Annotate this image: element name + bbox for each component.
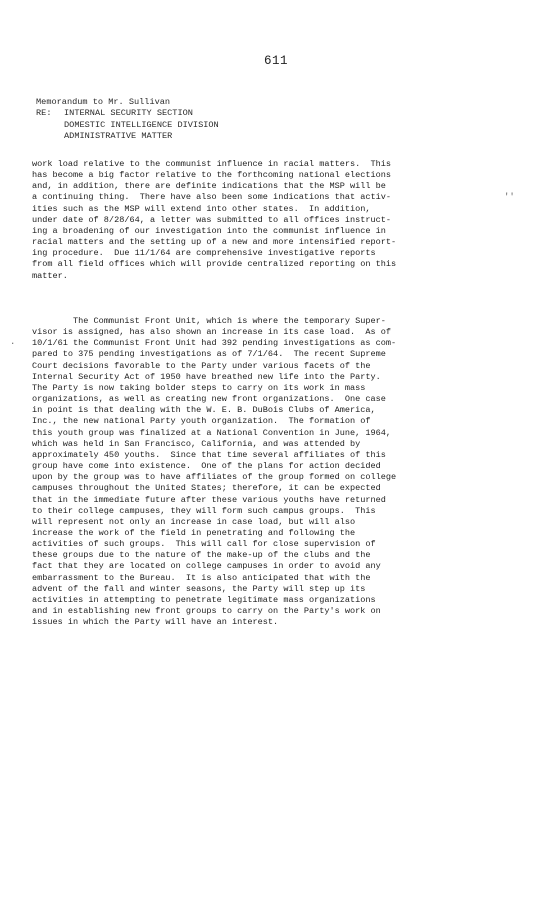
text-line: matter. bbox=[32, 270, 68, 281]
text-line: Internal Security Act of 1950 have breathed new life into the Party. bbox=[32, 371, 381, 382]
text-line: which was held in San Francisco, California, and was attended by bbox=[32, 438, 361, 449]
memo-re-label: RE: bbox=[36, 108, 52, 119]
paragraph-communist-front-unit bbox=[32, 316, 462, 628]
text-line: embarrassment to the Bureau. It is also anticipated that with the bbox=[32, 572, 371, 583]
text-line: under date of 8/28/64, a letter was submitted to all offices instruct- bbox=[32, 214, 392, 225]
text-line: in point is that dealing with the W. E. B. DuBois Clubs of America, bbox=[32, 405, 376, 416]
memo-subject-line: DOMESTIC INTELLIGENCE DIVISION bbox=[64, 119, 219, 130]
text-line: 10/1/61 the Communist Front Unit had 392 pending investigations as com- bbox=[32, 338, 397, 349]
text-line: activities in attempting to penetrate legitimate mass organizations bbox=[32, 594, 376, 605]
text-line: ing a broadening of our investigation into the communist influence in bbox=[32, 225, 386, 236]
text-line: and, in addition, there are definite indications that the MSP will be bbox=[32, 181, 386, 192]
text-line: racial matters and the setting up of a new and more intensified report- bbox=[32, 237, 397, 248]
text-line: from all field offices which will provide centralized reporting on this bbox=[32, 259, 397, 270]
text-line: increase the work of the field in penetrating and following the bbox=[32, 527, 356, 538]
memo-re-line bbox=[36, 108, 219, 119]
page-number: 611 bbox=[263, 54, 288, 68]
text-line: campuses throughout the United States; therefore, it can be expected bbox=[32, 483, 381, 494]
text-line: issues in which the Party will have an interest. bbox=[32, 617, 279, 628]
text-line: group have come into existence. One of the plans for action decided bbox=[32, 461, 381, 472]
text-line: and in establishing new front groups to carry on the Party's work on bbox=[32, 606, 381, 617]
paragraph-racial-matters bbox=[32, 159, 462, 282]
text-line: will represent not only an increase in case load, but will also bbox=[32, 516, 356, 527]
text-line: ities such as the MSP will extend into other states. In addition, bbox=[32, 203, 371, 214]
text-line: a continuing thing. There have also been some indications that activ- bbox=[32, 192, 392, 203]
text-line: organizations, as well as creating new front organizations. One case bbox=[32, 394, 386, 405]
text-line: pared to 375 pending investigations as of 7/1/64. The recent Supreme bbox=[32, 349, 386, 360]
text-line: approximately 450 youths. Since that time several affiliates of this bbox=[32, 449, 386, 460]
text-line: work load relative to the communist influence in racial matters. This bbox=[32, 159, 392, 169]
text-line: Inc., the new national Party youth organization. The formation of bbox=[32, 416, 371, 427]
text-line: ing procedure. Due 11/1/64 are comprehensive investigative reports bbox=[32, 248, 376, 259]
text-line: has become a big factor relative to the forthcoming national elections bbox=[32, 170, 392, 181]
text-line: that in the immediate future after these various youths have returned bbox=[32, 494, 386, 505]
margin-mark: '' bbox=[504, 192, 515, 202]
text-line: these groups due to the nature of the make-up of the clubs and the bbox=[32, 550, 371, 561]
memo-header bbox=[36, 97, 219, 143]
text-line: fact that they are located on college campuses in order to avoid any bbox=[32, 561, 381, 572]
text-line: The Communist Front Unit, which is where the temporary Super- bbox=[32, 316, 386, 326]
memo-to-line: Memorandum to Mr. Sullivan bbox=[36, 97, 171, 107]
text-line: upon by the group was to have affiliates of the group formed on college bbox=[32, 472, 397, 483]
text-line: visor is assigned, has also shown an increase in its case load. As of bbox=[32, 327, 392, 338]
text-line: advent of the fall and winter seasons, the Party will step up its bbox=[32, 583, 366, 594]
text-line: The Party is now taking bolder steps to carry on its work in mass bbox=[32, 382, 366, 393]
text-line: Court decisions favorable to the Party under various facets of the bbox=[32, 360, 371, 371]
text-line: activities of such groups. This will call for close supervision of bbox=[32, 539, 376, 550]
memo-subject-line: ADMINISTRATIVE MATTER bbox=[64, 131, 173, 142]
text-line: this youth group was finalized at a National Convention in June, 1964, bbox=[32, 427, 392, 438]
memo-subject-line: INTERNAL SECURITY SECTION bbox=[64, 108, 193, 119]
margin-mark: · bbox=[10, 339, 16, 349]
text-line: to their college campuses, they will form such campus groups. This bbox=[32, 505, 376, 516]
